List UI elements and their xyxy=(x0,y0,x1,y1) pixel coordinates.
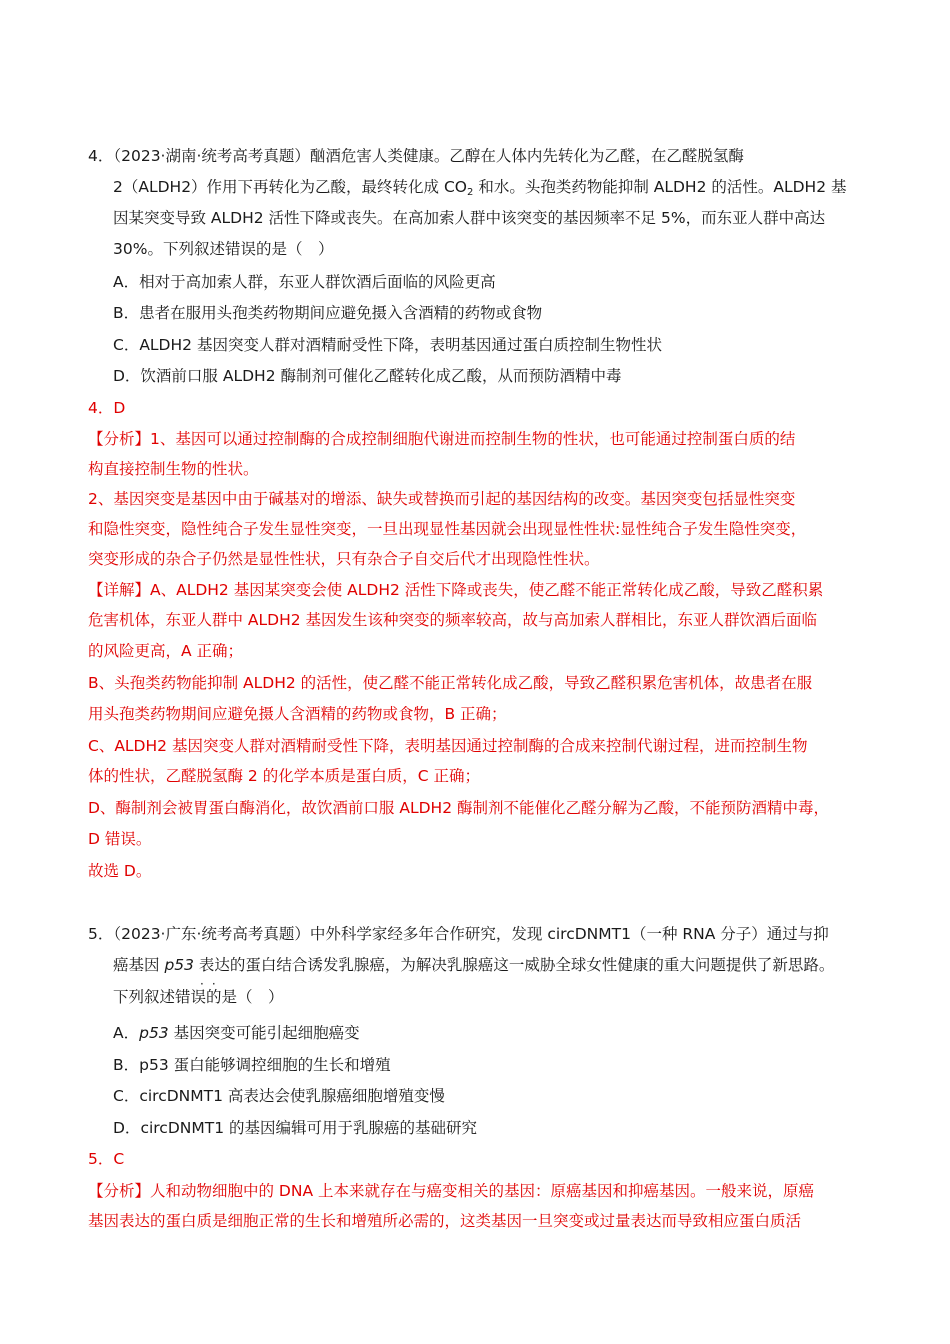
q5-option-b-text: p53 蛋白能够调控细胞的生长和增殖 xyxy=(139,1056,391,1074)
q4-detail-line-5: 用头孢类药物期间应避免摄人含酒精的药物或食物，B 正确； xyxy=(88,705,507,723)
q4-stem-line-1: 4．（2023·湖南·统考高考真题）酗酒危害人类健康。乙醇在人体内先转化为乙醛，在乙醛脱氢酶 xyxy=(88,147,744,165)
q4-analysis-line-1: 【分析】1、基因可以通过控制酶的合成控制细胞代谢进而控制生物的性状，也可能通过控制蛋白质的结 xyxy=(88,430,796,448)
q5-option-c-prefix: C． xyxy=(113,1087,140,1105)
q5-analysis-line-1: 【分析】人和动物细胞中的 DNA 上本来就存在与癌变相关的基因：原癌基因和抑癌基因。一般来说，原癌 xyxy=(88,1182,814,1200)
q4-stem-line-3: 因某突变导致 ALDH2 活性下降或丧失。在高加索人群中该突变的基因频率不足 5%，而东亚人群中高达 xyxy=(113,209,826,227)
q4-detail-line-4: B、头孢类药物能抑制 ALDH2 的活性，使乙醛不能正常转化成乙酸，导致乙醛积累危害机体，故患者在服 xyxy=(88,674,813,692)
q4-option-a: A．相对于高加索人群，东亚人群饮酒后面临的风险更高 xyxy=(113,273,496,291)
q5-option-a xyxy=(113,1023,360,1043)
q4-stem-line-2a: 2（ALDH2）作用下再转化为乙酸，最终转化成 CO xyxy=(113,178,468,196)
q5-answer: 5．C xyxy=(88,1150,125,1168)
q4-analysis-line-3: 2、基因突变是基因中由于碱基对的增添、缺失或替换而引起的基因结构的改变。基因突变包括显性突变 xyxy=(88,490,796,508)
p53-italic: p53 xyxy=(164,956,194,974)
q5-option-a-text: 基因突变可能引起细胞癌变 xyxy=(168,1024,360,1042)
q5-stem-line-1: 5．（2023·广东·统考高考真题）中外科学家经多年合作研究，发现 circDNMT1（一种 RNA 分子）通过与抑 xyxy=(88,925,829,943)
q5-option-d xyxy=(113,1118,477,1138)
q5-stem-line-3: 下列叙述错误的是（ ） xyxy=(113,988,284,1006)
q5-option-d-text: circDNMT1 的基因编辑可用于乳腺癌的基础研究 xyxy=(140,1119,477,1137)
q4-analysis-line-5: 突变形成的杂合子仍然是显性性状，只有杂合子自交后代才出现隐性性状。 xyxy=(88,550,600,568)
q4-analysis-line-4: 和隐性突变，隐性纯合子发生显性突变，一旦出现显性基因就会出现显性性状:显性纯合子发生隐性突变， xyxy=(88,520,807,538)
q4-detail-line-1: 【详解】A、ALDH2 基因某突变会使 ALDH2 活性下降或丧失，使乙醛不能正常转化成乙酸，导致乙醛积累 xyxy=(88,581,824,599)
q4-answer: 4．D xyxy=(88,399,126,417)
co2-subscript: 2 xyxy=(467,187,474,198)
q4-option-c: C．ALDH2 基因突变人群对酒精耐受性下降，表明基因通过蛋白质控制生物性状 xyxy=(113,336,662,354)
q5-option-a-italic: p53 xyxy=(139,1024,169,1042)
q4-detail-line-3: 的风险更高，A 正确； xyxy=(88,642,244,660)
q4-detail-line-8: D、酶制剂会被胃蛋白酶消化，故饮酒前口服 ALDH2 酶制剂不能催化乙醛分解为乙酸，不能预防酒精中毒， xyxy=(88,799,829,817)
q5-option-a-prefix: A． xyxy=(113,1024,140,1042)
q4-stem-line-4: 30%。下列叙述错误的是（ ） xyxy=(113,240,334,258)
q4-conclusion: 故选 D。 xyxy=(88,862,152,880)
q5-option-c xyxy=(113,1086,445,1106)
q5-option-b-prefix: B． xyxy=(113,1056,140,1074)
q4-detail-line-2: 危害机体，东亚人群中 ALDH2 基因发生该种突变的频率较高，故与高加索人群相比，东亚人群饮酒后面临 xyxy=(88,611,818,629)
q5-option-d-prefix: D． xyxy=(113,1119,141,1137)
q4-option-b: B．患者在服用头孢类药物期间应避免摄入含酒精的药物或食物 xyxy=(113,304,543,322)
q4-stem-line-2b: 和水。头孢类药物能抑制 ALDH2 的活性。ALDH2 基 xyxy=(473,178,847,196)
q4-detail-line-7: 体的性状，乙醛脱氢酶 2 的化学本质是蛋白质，C 正确； xyxy=(88,767,480,785)
q5-stem-line-2 xyxy=(113,955,834,975)
q5-option-c-text: circDNMT1 高表达会使乳腺癌细胞增殖变慢 xyxy=(139,1087,445,1105)
q5-option-b xyxy=(113,1055,391,1075)
q4-stem-line-2 xyxy=(113,177,846,203)
q4-option-d: D．饮酒前口服 ALDH2 酶制剂可催化乙醛转化成乙酸，从而预防酒精中毒 xyxy=(113,367,622,385)
q5-analysis-line-2: 基因表达的蛋白质是细胞正常的生长和增殖所必需的，这类基因一旦突变或过量表达而导致相应蛋白质活 xyxy=(88,1212,802,1230)
q4-detail-line-6: C、ALDH2 基因突变人群对酒精耐受性下降，表明基因通过控制酶的合成来控制代谢过程，进而控制生物 xyxy=(88,737,808,755)
q4-analysis-line-2: 构直接控制生物的性状。 xyxy=(88,460,259,478)
q5-stem-line-2b: 表达的蛋白结合诱发乳腺癌，为解决乳腺癌这一威胁全球女性健康的重大问题提供了新思路。 xyxy=(194,956,835,974)
q4-detail-line-9: D 错误。 xyxy=(88,830,152,848)
q5-stem-line-2a: 癌基因 xyxy=(113,956,165,974)
emphasis-dots: ·· xyxy=(200,977,224,991)
